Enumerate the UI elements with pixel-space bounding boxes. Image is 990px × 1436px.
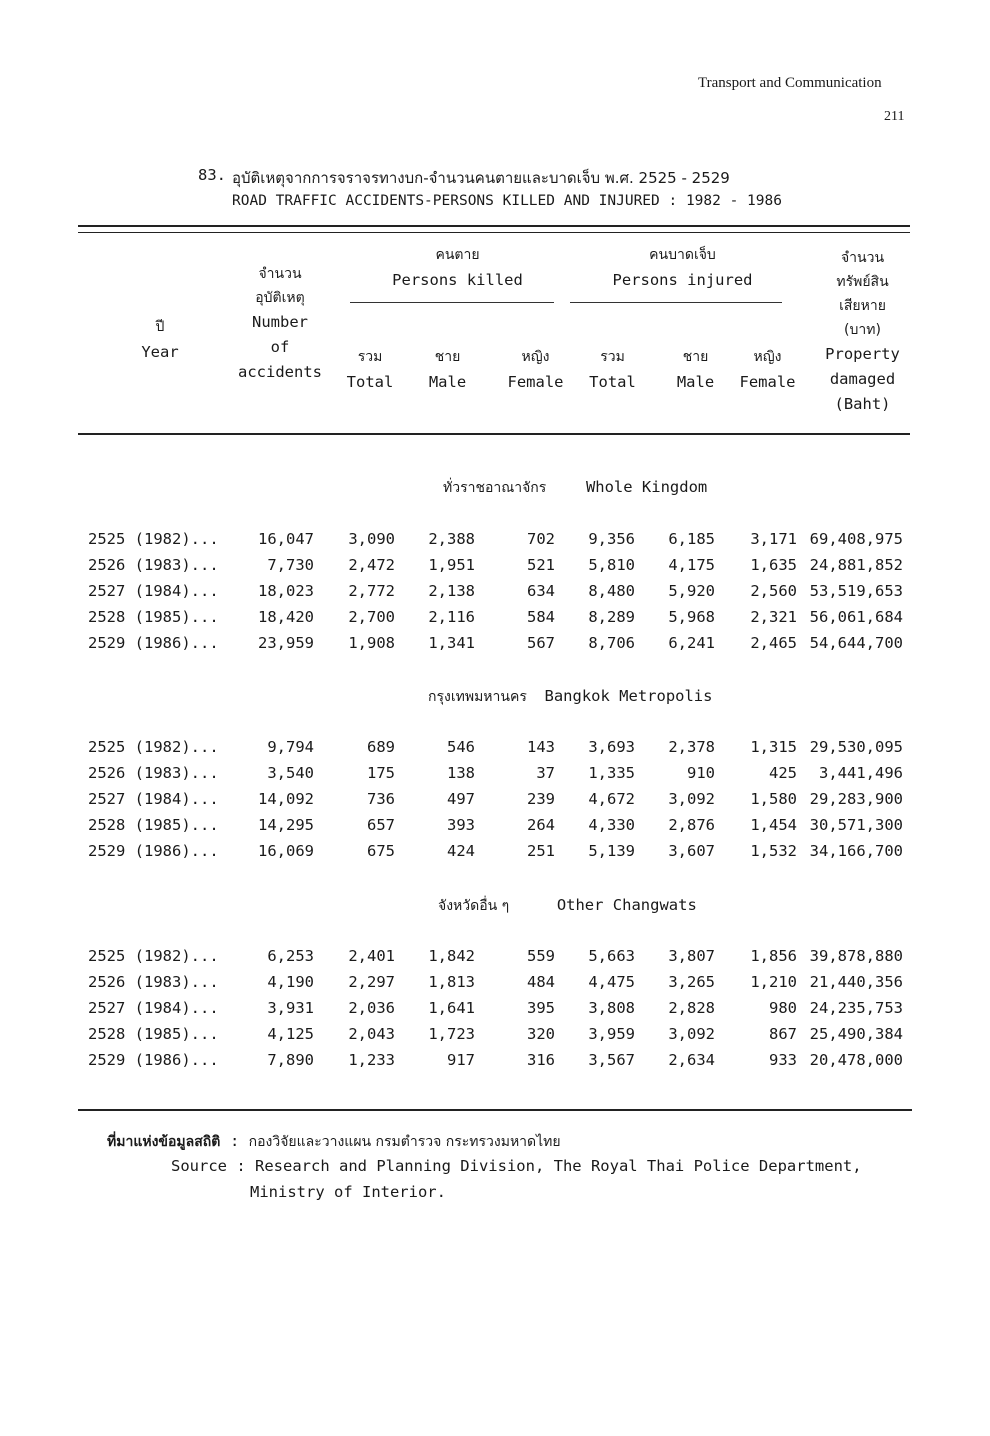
header-killed-male: ชาย Male — [428, 349, 467, 391]
cell-year: 2527 (1984)... — [88, 999, 219, 1017]
cell-i-female: 933 — [769, 1051, 797, 1069]
cell-k-total: 1,233 — [348, 1051, 395, 1069]
cell-k-male: 1,723 — [428, 1025, 475, 1043]
cell-i-female: 1,856 — [750, 947, 797, 965]
cell-i-male: 3,092 — [668, 1025, 715, 1043]
section-heading-bangkok: กรุงเทพมหานคร Bangkok Metropolis — [428, 687, 713, 705]
cell-i-total: 8,289 — [588, 608, 635, 626]
cell-year: 2526 (1983)... — [88, 973, 219, 991]
section-heading-whole-kingdom: ทั่วราชอาณาจักร Whole Kingdom — [443, 478, 708, 496]
cell-k-female: 37 — [536, 764, 555, 782]
cell-i-total: 3,959 — [588, 1025, 635, 1043]
table-row — [0, 999, 990, 1025]
header-injured-male: ชาย Male — [676, 349, 715, 391]
cell-k-female: 320 — [527, 1025, 555, 1043]
cell-year: 2528 (1985)... — [88, 816, 219, 834]
cell-i-male: 3,265 — [668, 973, 715, 991]
table-row — [0, 947, 990, 973]
table-number: 83. — [198, 166, 226, 184]
cell-k-female: 584 — [527, 608, 555, 626]
cell-k-total: 2,772 — [348, 582, 395, 600]
cell-i-total: 1,335 — [588, 764, 635, 782]
cell-i-total: 4,330 — [588, 816, 635, 834]
cell-i-female: 425 — [769, 764, 797, 782]
cell-i-male: 2,378 — [668, 738, 715, 756]
source-thai: ที่มาแห่งข้อมูลสถิติ : กองวิจัยและวางแผน กรมตำรวจ กระทรวงมหาดไทย — [107, 1132, 561, 1150]
cell-k-total: 2,043 — [348, 1025, 395, 1043]
cell-i-male: 5,920 — [668, 582, 715, 600]
cell-year: 2528 (1985)... — [88, 1025, 219, 1043]
cell-i-total: 8,480 — [588, 582, 635, 600]
source-english: Source : Research and Planning Division, The Royal Thai Police Department, — [171, 1157, 862, 1175]
cell-accidents: 18,023 — [258, 582, 314, 600]
title-english: ROAD TRAFFIC ACCIDENTS-PERSONS KILLED AND INJURED : 1982 - 1986 — [232, 193, 782, 209]
cell-i-total: 3,567 — [588, 1051, 635, 1069]
cell-i-female: 1,580 — [750, 790, 797, 808]
cell-k-female: 559 — [527, 947, 555, 965]
cell-accidents: 3,540 — [267, 764, 314, 782]
cell-k-total: 2,297 — [348, 973, 395, 991]
cell-k-total: 2,401 — [348, 947, 395, 965]
cell-i-male: 5,968 — [668, 608, 715, 626]
cell-property: 21,440,356 — [809, 973, 903, 991]
cell-i-female: 2,321 — [750, 608, 797, 626]
cell-i-female: 2,465 — [750, 634, 797, 652]
cell-property: 24,235,753 — [809, 999, 903, 1017]
cell-i-male: 2,876 — [668, 816, 715, 834]
table-row — [0, 1025, 990, 1051]
header-persons-injured: คนบาดเจ็บ Persons injured — [612, 247, 753, 289]
cell-accidents: 3,931 — [267, 999, 314, 1017]
cell-k-female: 143 — [527, 738, 555, 756]
cell-accidents: 23,959 — [258, 634, 314, 652]
cell-accidents: 16,047 — [258, 530, 314, 548]
cell-k-male: 1,842 — [428, 947, 475, 965]
cell-accidents: 14,092 — [258, 790, 314, 808]
cell-k-female: 521 — [527, 556, 555, 574]
cell-accidents: 4,190 — [267, 973, 314, 991]
top-rule — [78, 225, 910, 227]
cell-i-female: 1,210 — [750, 973, 797, 991]
cell-i-female: 1,635 — [750, 556, 797, 574]
cell-accidents: 9,794 — [267, 738, 314, 756]
running-header: Transport and Communication — [698, 75, 882, 91]
cell-k-female: 567 — [527, 634, 555, 652]
cell-k-male: 1,641 — [428, 999, 475, 1017]
cell-i-total: 8,706 — [588, 634, 635, 652]
table-row — [0, 738, 990, 764]
cell-property: 20,478,000 — [809, 1051, 903, 1069]
section-heading-other-changwats: จังหวัดอื่น ๆ Other Changwats — [438, 896, 697, 914]
table-row — [0, 764, 990, 790]
cell-k-male: 1,813 — [428, 973, 475, 991]
cell-year: 2527 (1984)... — [88, 582, 219, 600]
cell-k-total: 2,700 — [348, 608, 395, 626]
bottom-rule — [78, 1109, 912, 1111]
cell-i-total: 3,693 — [588, 738, 635, 756]
cell-k-female: 484 — [527, 973, 555, 991]
cell-k-male: 1,341 — [428, 634, 475, 652]
cell-k-total: 2,472 — [348, 556, 395, 574]
header-killed-total: รวม Total — [346, 349, 394, 391]
table-row — [0, 556, 990, 582]
cell-i-total: 5,139 — [588, 842, 635, 860]
cell-i-male: 2,828 — [668, 999, 715, 1017]
cell-accidents: 16,069 — [258, 842, 314, 860]
cell-accidents: 4,125 — [267, 1025, 314, 1043]
header-persons-killed: คนตาย Persons killed — [392, 247, 523, 289]
cell-k-male: 546 — [447, 738, 475, 756]
cell-property: 39,878,880 — [809, 947, 903, 965]
cell-k-total: 175 — [367, 764, 395, 782]
table-row — [0, 582, 990, 608]
header-injured-female: หญิง Female — [739, 349, 796, 391]
cell-i-male: 4,175 — [668, 556, 715, 574]
cell-i-female: 1,454 — [750, 816, 797, 834]
cell-i-female: 1,532 — [750, 842, 797, 860]
table-row — [0, 1051, 990, 1077]
cell-property: 29,283,900 — [809, 790, 903, 808]
injured-span-rule — [570, 302, 782, 303]
cell-k-male: 138 — [447, 764, 475, 782]
top-rule-inner — [78, 232, 910, 233]
killed-span-rule — [350, 302, 554, 303]
cell-k-female: 239 — [527, 790, 555, 808]
cell-k-male: 2,116 — [428, 608, 475, 626]
cell-year: 2529 (1986)... — [88, 842, 219, 860]
cell-k-female: 264 — [527, 816, 555, 834]
cell-property: 25,490,384 — [809, 1025, 903, 1043]
cell-property: 29,530,095 — [809, 738, 903, 756]
cell-k-male: 917 — [447, 1051, 475, 1069]
cell-i-total: 4,475 — [588, 973, 635, 991]
cell-property: 69,408,975 — [809, 530, 903, 548]
table-row — [0, 790, 990, 816]
cell-k-male: 497 — [447, 790, 475, 808]
header-accidents: จำนวน อุบัติเหตุ Number of accidents — [238, 266, 322, 381]
cell-i-male: 3,807 — [668, 947, 715, 965]
cell-accidents: 14,295 — [258, 816, 314, 834]
cell-i-total: 9,356 — [588, 530, 635, 548]
cell-i-total: 4,672 — [588, 790, 635, 808]
cell-i-total: 3,808 — [588, 999, 635, 1017]
cell-k-female: 395 — [527, 999, 555, 1017]
cell-k-male: 393 — [447, 816, 475, 834]
cell-year: 2528 (1985)... — [88, 608, 219, 626]
source-english-line2: Ministry of Interior. — [250, 1183, 446, 1201]
cell-property: 34,166,700 — [809, 842, 903, 860]
cell-property: 30,571,300 — [809, 816, 903, 834]
cell-i-female: 2,560 — [750, 582, 797, 600]
cell-accidents: 18,420 — [258, 608, 314, 626]
table-row — [0, 608, 990, 634]
header-killed-female: หญิง Female — [507, 349, 564, 391]
header-rule — [78, 433, 910, 435]
cell-i-female: 1,315 — [750, 738, 797, 756]
table-row — [0, 816, 990, 842]
cell-i-male: 6,185 — [668, 530, 715, 548]
cell-k-male: 424 — [447, 842, 475, 860]
cell-i-female: 980 — [769, 999, 797, 1017]
table-row — [0, 530, 990, 556]
cell-i-female: 867 — [769, 1025, 797, 1043]
cell-k-total: 675 — [367, 842, 395, 860]
cell-i-total: 5,810 — [588, 556, 635, 574]
cell-i-male: 3,607 — [668, 842, 715, 860]
cell-property: 56,061,684 — [809, 608, 903, 626]
header-year: ปี Year — [141, 319, 179, 361]
cell-k-total: 1,908 — [348, 634, 395, 652]
cell-k-female: 702 — [527, 530, 555, 548]
cell-property: 24,881,852 — [809, 556, 903, 574]
cell-year: 2529 (1986)... — [88, 1051, 219, 1069]
table-row — [0, 842, 990, 868]
cell-year: 2526 (1983)... — [88, 556, 219, 574]
cell-i-male: 2,634 — [668, 1051, 715, 1069]
cell-i-female: 3,171 — [750, 530, 797, 548]
cell-k-total: 3,090 — [348, 530, 395, 548]
cell-property: 3,441,496 — [819, 764, 903, 782]
cell-k-female: 251 — [527, 842, 555, 860]
cell-k-total: 657 — [367, 816, 395, 834]
cell-year: 2526 (1983)... — [88, 764, 219, 782]
table-row — [0, 973, 990, 999]
title-thai: อุบัติเหตุจากการจราจรทางบก-จำนวนคนตายและบาดเจ็บ พ.ศ. 2525 - 2529 — [232, 169, 730, 187]
cell-property: 54,644,700 — [809, 634, 903, 652]
cell-k-total: 736 — [367, 790, 395, 808]
cell-year: 2525 (1982)... — [88, 738, 219, 756]
cell-year: 2527 (1984)... — [88, 790, 219, 808]
cell-i-male: 6,241 — [668, 634, 715, 652]
cell-accidents: 7,890 — [267, 1051, 314, 1069]
cell-year: 2525 (1982)... — [88, 947, 219, 965]
cell-k-male: 2,138 — [428, 582, 475, 600]
cell-property: 53,519,653 — [809, 582, 903, 600]
page-number: 211 — [884, 109, 905, 124]
cell-year: 2529 (1986)... — [88, 634, 219, 652]
cell-k-female: 316 — [527, 1051, 555, 1069]
cell-accidents: 7,730 — [267, 556, 314, 574]
cell-accidents: 6,253 — [267, 947, 314, 965]
header-injured-total: รวม Total — [589, 349, 636, 391]
cell-i-male: 910 — [687, 764, 715, 782]
cell-k-total: 2,036 — [348, 999, 395, 1017]
cell-i-male: 3,092 — [668, 790, 715, 808]
table-row — [0, 634, 990, 660]
cell-k-female: 634 — [527, 582, 555, 600]
header-property-damaged: จำนวน ทรัพย์สิน เสียหาย (บาท) Property damaged (Baht) — [825, 250, 900, 413]
cell-i-total: 5,663 — [588, 947, 635, 965]
cell-k-total: 689 — [367, 738, 395, 756]
cell-k-male: 1,951 — [428, 556, 475, 574]
cell-k-male: 2,388 — [428, 530, 475, 548]
cell-year: 2525 (1982)... — [88, 530, 219, 548]
